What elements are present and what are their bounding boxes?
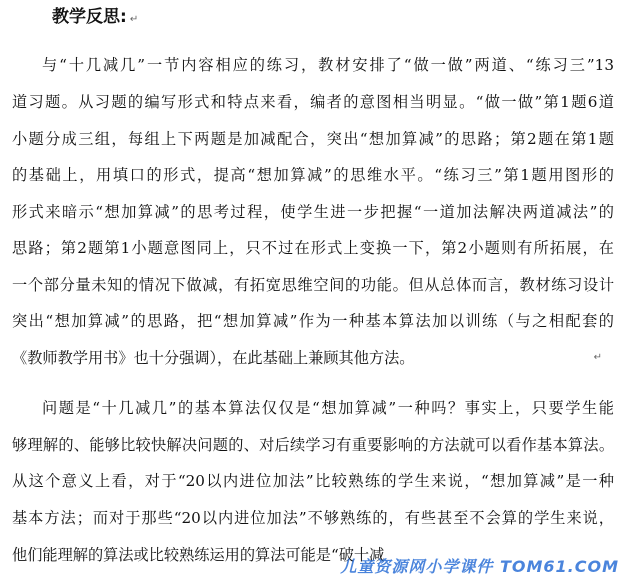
paragraph-2-line-4: 基本方法；而对于那些“20以内进位加法”不够熟练的，有些甚至不会算的学生来说， <box>12 509 614 527</box>
paragraph-2-line-5: 他们能理解的算法或比较熟练运用的算法可能是“破十减 <box>12 546 385 564</box>
paragraph-1-line-8: 突出“想加算减”的思路，把“想加算减”作为一种基本算法加以训练（与之相配套的 <box>12 312 614 330</box>
paragraph-2-line-1: 问题是“十几减几”的基本算法仅仅是“想加算减”一种吗？事实上，只要学生能 <box>42 399 614 417</box>
paragraph-1-line-7: 一个部分量未知的情况下做减，有拓宽思维空间的功能。但从总体而言，教材练习设计 <box>12 276 614 294</box>
heading-text: 教学反思: <box>52 7 127 27</box>
paragraph-2-line-3: 从这个意义上看，对于“20以内进位加法”比较熟练的学生来说，“想加算减”是一种 <box>12 472 614 490</box>
paragraph-1-line-4: 的基础上，用填口的形式，提高“想加算减”的思维水平。“练习三”第1题用图形的 <box>12 166 614 184</box>
paragraph-1-line-5: 形式来暗示“想加算减”的思考过程，使学生进一步把握“一道加法解决两道减法”的 <box>12 203 614 221</box>
paragraph-mark-icon: ↵ <box>129 14 139 25</box>
paragraph-1-line-6: 思路；第2题第1小题意图同上，只不过在形式上变换一下，第2小题则有所拓展，在 <box>12 239 614 257</box>
paragraph-mark-icon: ↵ <box>593 352 602 363</box>
paragraph-1-line-1: 与“十几减几”一节内容相应的练习，教材安排了“做一做”两道、“练习三”13 <box>42 56 614 74</box>
paragraph-2-line-2: 够理解的、能够比较快解决问题的、对后续学习有重要影响的方法就可以看作基本算法。 <box>12 436 614 454</box>
paragraph-1-line-9 <box>12 343 602 373</box>
site-watermark: 儿童资源网小学课件 TOM61.COM <box>340 557 619 576</box>
paragraph-1-line-3: 小题分成三组，每组上下两题是加减配合，突出“想加算减”的思路；第2题在第1题 <box>12 130 614 148</box>
paragraph-1-line-9-text: 《教师教学用书》也十分强调），在此基础上兼顾其他方法。 <box>12 349 415 367</box>
reflection-heading <box>52 6 138 31</box>
paragraph-1-line-2: 道习题。从习题的编写形式和特点来看，编者的意图相当明显。“做一做”第1题6道 <box>12 93 614 111</box>
